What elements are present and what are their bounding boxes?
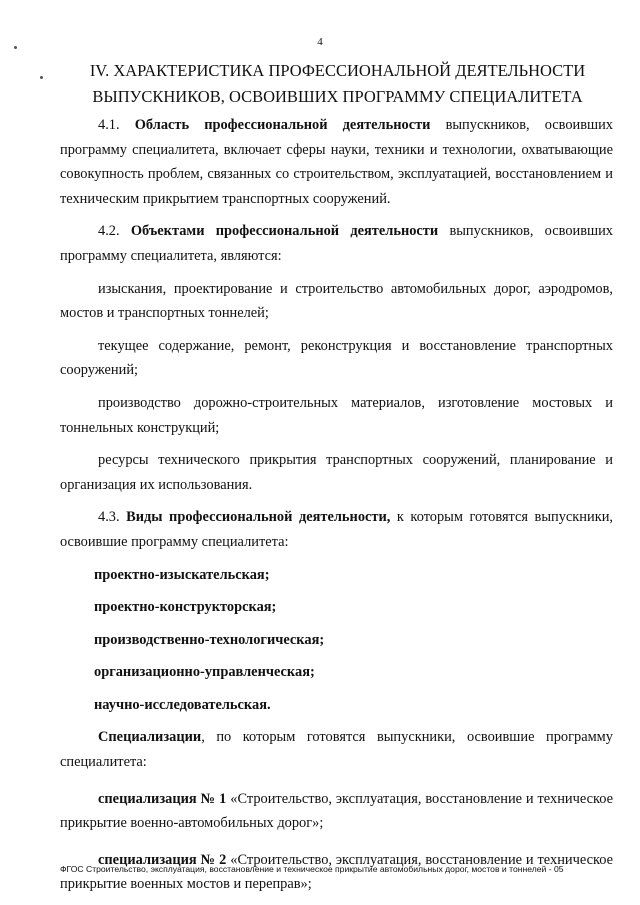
specializations-paragraph: [60, 725, 613, 774]
clause-term: Виды профессиональной деятельности,: [126, 509, 391, 526]
document-body: [60, 113, 613, 897]
clause-number: 4.1.: [98, 117, 120, 133]
activity-type: организационно-управленческая;: [94, 664, 315, 681]
page-number: 4: [317, 36, 323, 48]
specialization-text: «Строительство, эксплуатация, восстановление и техническое прикрытие военных мостов и переправ»;: [60, 851, 613, 893]
list-item: производство дорожно-строительных материалов, изготовление мостовых и тоннельных конструкций;: [60, 394, 613, 436]
specialization-text: «Строительство, эксплуатация, восстановление и техническое прикрытие военно-автомобильных дорог»;: [60, 790, 613, 832]
activity-type: производственно-технологическая;: [94, 631, 325, 648]
scan-speck: [40, 76, 43, 79]
paragraph-4-3: [60, 505, 613, 554]
clause-term: Область профессиональной деятельности: [134, 117, 431, 133]
specialization-item: [60, 787, 613, 836]
specializations-text: , по которым готовятся выпускники, освоившие программу специалитета:: [60, 729, 613, 771]
specialization-label: специализация № 1: [98, 790, 227, 807]
clause-term: Объектами профессиональной деятельности: [130, 223, 439, 240]
clause-number: 4.2.: [98, 223, 120, 240]
paragraph-4-2: [60, 219, 613, 268]
activity-type: научно-исследовательская.: [94, 696, 271, 713]
list-item: изыскания, проектирование и строительство автомобильных дорог, аэродромов, мостов и транспортных тоннелей;: [60, 280, 613, 322]
section-heading: [60, 58, 615, 110]
list-item: текущее содержание, ремонт, реконструкция и восстановление транспортных сооружений;: [60, 337, 613, 379]
specializations-term: Специализации: [98, 729, 202, 746]
page-footer: ФГОС Строительство, эксплуатация, восстановление и техническое прикрытие автомобильных дорог, мостов и тоннелей - 05: [60, 864, 564, 874]
clause-text: выпускников, освоивших программу специалитета, включает сферы науки, техники и технологии, охватывающие совокупность проблем, связанных со строительством, эксплуатацией, восстановлением и техническим прикрытием транспортных сооружений.: [60, 117, 614, 207]
heading-line-1: IV. ХАРАКТЕРИСТИКА ПРОФЕССИОНАЛЬНОЙ ДЕЯТЕЛЬНОСТИ: [89, 61, 586, 80]
clause-text: выпускников, освоивших программу специалитета, являются:: [60, 223, 613, 264]
list-item: ресурсы технического прикрытия транспортных сооружений, планирование и организация их использования.: [60, 452, 613, 493]
specialization-label: специализация № 2: [98, 851, 227, 868]
activity-type: проектно-изыскательская;: [94, 566, 270, 583]
clause-text: к которым готовятся выпускники, освоившие программу специалитета:: [60, 509, 613, 550]
paragraph-4-1: [60, 113, 613, 211]
activity-type: проектно-конструкторская;: [94, 599, 277, 616]
heading-line-2: ВЫПУСКНИКОВ, ОСВОИВШИХ ПРОГРАММУ СПЕЦИАЛИТЕТА: [92, 87, 583, 106]
clause-number: 4.3.: [98, 509, 120, 526]
